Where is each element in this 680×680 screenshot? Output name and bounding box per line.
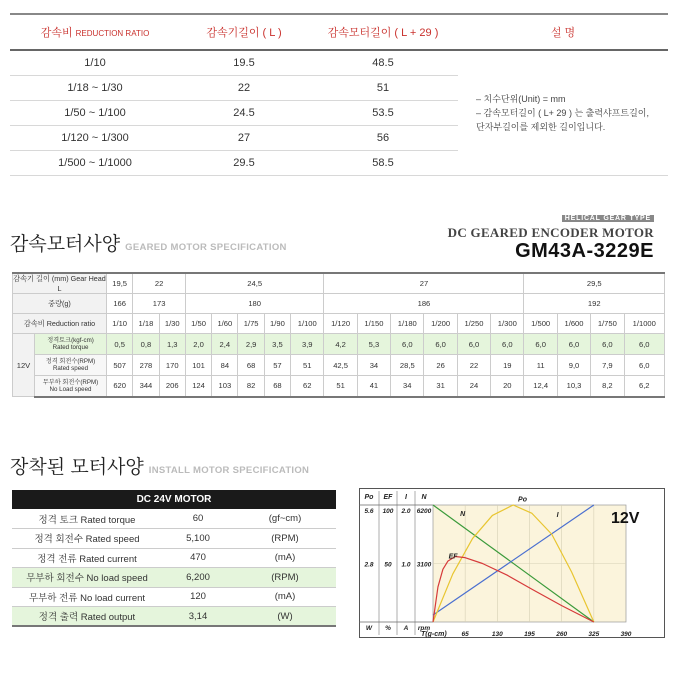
install-spec-heading: 장착된 모터사양 INSTALL MOTOR SPECIFICATION [10, 457, 310, 478]
weight-row: 중량(g) 166 173 180 186 192 [13, 294, 665, 314]
axis-top-value: 5.6 [364, 508, 374, 515]
motor-length-header: 감속모터길이 ( L + 29 ) [308, 14, 458, 50]
model-block [448, 207, 654, 261]
x-tick-label: 325 [588, 631, 600, 638]
axis-mid-value: 50 [384, 561, 392, 569]
geared-spec-table [12, 272, 665, 398]
series-label: I [556, 512, 559, 520]
performance-chart-svg [359, 488, 665, 638]
axis-mid-value: 1.0 [401, 561, 411, 569]
x-tick-label: 130 [491, 631, 503, 638]
table-row: 1/120 ~ 1/300 27 56 [10, 125, 668, 150]
x-tick-label: 260 [556, 631, 568, 638]
description-header: 설 명 [458, 14, 668, 50]
axis-top-value: 6200 [416, 508, 432, 515]
table-row: 무부하 전류 No load current 120 (mA) [12, 587, 336, 607]
axis-header: N [421, 494, 427, 501]
table-row: 무부하 회전수 No load speed 6,200 (RPM) [12, 568, 336, 588]
table-row: 정격 출력 Rated output 3,14 (W) [12, 607, 336, 627]
install-table-title: DC 24V MOTOR [12, 490, 336, 509]
x-tick-label: 390 [620, 631, 632, 638]
series-label: Po [518, 496, 528, 504]
axis-header: I [405, 494, 407, 501]
helical-badge: HELICAL GEAR TYPE [562, 215, 654, 222]
dimension-notes: – 치수단위(Unit) = mm – 감속모터길이 ( L+ 29 ) 는 출력샤프트길이, 단자부길이를 제외한 길이입니다. [458, 50, 668, 175]
speed-row: 정격 회전수(RPM) Rated speed 507 278 170 101 84 68 57 51 42,5 34 28,5 26 22 19 11 9,0 7,9 6,0 [13, 355, 665, 376]
table-row: 정격 회전수 Rated speed 5,100 (RPM) [12, 529, 336, 549]
table-row: 1/500 ~ 1/1000 29.5 58.5 [10, 150, 668, 175]
axis-top-value: 100 [382, 508, 394, 515]
ratio-header: 감속비 REDUCTION RATIO [10, 14, 180, 50]
axis-header: Po [364, 494, 374, 501]
voltage-label: 12V [13, 334, 35, 397]
table-row: 정격 전류 Rated current 470 (mA) [12, 548, 336, 568]
x-tick-label: 65 [461, 631, 469, 638]
gear-length-header: 감속기길이 ( L ) [180, 14, 308, 50]
gear-head-row: 감속기 길이 (mm) Gear Head L 19,5 22 24,5 27 29,5 [13, 273, 665, 294]
performance-chart [359, 488, 665, 638]
ratio-row: 감속비 Reduction ratio 1/10 1/18 1/30 1/50 1/60 1/75 1/90 1/100 1/120 1/150 1/180 1/200 1/250 1/300 1/500 1/600 1/750 1/1000 [13, 314, 665, 334]
axis-mid-value: 2.8 [364, 561, 374, 569]
table-row: 1/10 19.5 48.5 – 치수단위(Unit) = mm – 감속모터길이 ( L+ 29 ) 는 출력샤프트길이, 단자부길이를 제외한 길이입니다. [10, 50, 668, 75]
axis-header: EF [383, 494, 393, 501]
axis-top-value: 2.0 [401, 508, 411, 515]
geared-spec-heading: 감속모터사양 GEARED MOTOR SPECIFICATION [10, 234, 287, 255]
series-label: EF [448, 553, 458, 561]
torque-row: 12V 정격토크(kgf-cm) Rated torque 0,5 0,8 1,3 2,0 2,4 2,9 3,5 3,9 4,2 5,3 6,0 6,0 6,0 6,0 6,0 6,0 6,0 6,0 [13, 334, 665, 355]
install-spec-table [12, 490, 336, 627]
axis-mid-value: 3100 [416, 561, 432, 569]
table-row: 1/18 ~ 1/30 22 51 [10, 75, 668, 100]
model-subtitle: DC GEARED ENCODER MOTOR [447, 225, 654, 240]
axis-unit: W [365, 625, 373, 632]
x-tick-label: 195 [524, 631, 535, 638]
model-number: GM43A-3229E [515, 240, 654, 262]
chart-voltage-label: 12V [611, 510, 640, 527]
ratio-table [10, 13, 668, 176]
series-label: N [460, 510, 466, 518]
axis-unit: A [403, 625, 409, 632]
axis-unit: % [385, 625, 391, 632]
table-row: 정격 토크 Rated torque 60 (gf~cm) [12, 509, 336, 529]
axis-unit: rpm [417, 625, 431, 632]
noload-row: 무부하 회전수(RPM) No Load speed 620 344 206 124 103 82 68 62 51 41 34 31 24 20 12,4 10,3 8,2 6,2 [13, 376, 665, 397]
table-row: 1/50 ~ 1/100 24.5 53.5 [10, 100, 668, 125]
x-axis-label: T(g-cm) [421, 631, 447, 638]
